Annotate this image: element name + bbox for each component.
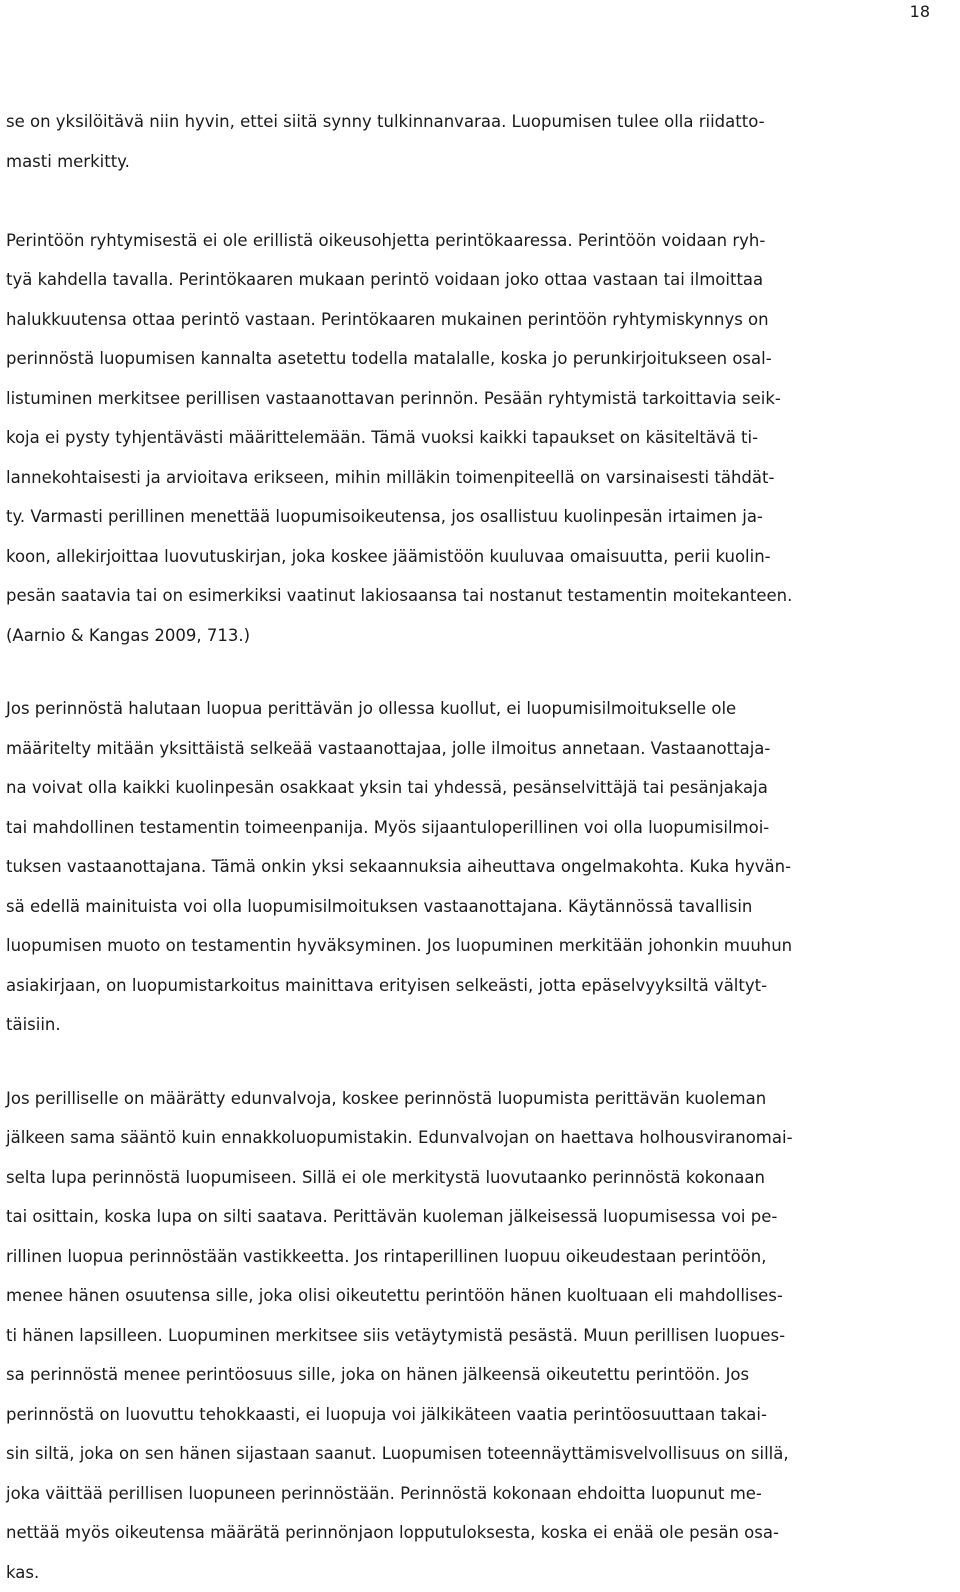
- text-line: koon, allekirjoittaa luovutuskirjan, joka koskee jäämistöön kuuluvaa omaisuutta, perii kuolin-: [6, 537, 950, 577]
- text-line: lannekohtaisesti ja arvioitava erikseen, mihin milläkin toimenpiteellä on varsinaisesti tähdät-: [6, 458, 950, 498]
- text-line: se on yksilöitävä niin hyvin, ettei siitä synny tulkinnanvaraa. Luopumisen tulee olla riidatto-: [6, 102, 950, 142]
- text-line: sin siltä, joka on sen hänen sijastaan saanut. Luopumisen toteennäyttämisvelvollisuus on sillä,: [6, 1434, 950, 1474]
- text-line: tuksen vastaanottajana. Tämä onkin yksi sekaannuksia aiheuttava ongelmakohta. Kuka hyvän-: [6, 847, 950, 887]
- paragraph-3: [6, 689, 950, 1045]
- paragraph-2: [6, 221, 950, 656]
- text-line: na voivat olla kaikki kuolinpesän osakkaat yksin tai yhdessä, pesänselvittäjä tai pesänjakaja: [6, 768, 950, 808]
- text-line: perinnöstä luopumisen kannalta asetettu todella matalalle, koska jo perunkirjoitukseen osal-: [6, 339, 950, 379]
- text-line: (Aarnio & Kangas 2009, 713.): [6, 616, 950, 656]
- paragraph-1: [6, 102, 950, 181]
- text-line: nettää myös oikeutensa määrätä perinnönjaon lopputuloksesta, koska ei enää ole pesän osa-: [6, 1513, 950, 1553]
- text-line: sä edellä mainituista voi olla luopumisilmoituksen vastaanottajana. Käytännössä tavallisin: [6, 887, 950, 927]
- text-line: listuminen merkitsee perillisen vastaanottavan perinnön. Pesään ryhtymistä tarkoittavia seik-: [6, 379, 950, 419]
- text-line: kas.: [6, 1553, 950, 1592]
- text-line: Jos perilliselle on määrätty edunvalvoja, koskee perinnöstä luopumista perittävän kuoleman: [6, 1079, 950, 1119]
- text-line: ti hänen lapsilleen. Luopuminen merkitsee siis vetäytymistä pesästä. Muun perillisen luopues-: [6, 1316, 950, 1356]
- text-line: luopumisen muoto on testamentin hyväksyminen. Jos luopuminen merkitään johonkin muuhun: [6, 926, 950, 966]
- text-line: asiakirjaan, on luopumistarkoitus mainittava erityisen selkeästi, jotta epäselvyyksiltä vältyt-: [6, 966, 950, 1006]
- text-line: tai osittain, koska lupa on silti saatava. Perittävän kuoleman jälkeisessä luopumisessa voi pe-: [6, 1197, 950, 1237]
- page-number: 18: [910, 2, 930, 22]
- text-line: jälkeen sama sääntö kuin ennakkoluopumistakin. Edunvalvojan on haettava holhousviranomai-: [6, 1118, 950, 1158]
- text-line: Jos perinnöstä halutaan luopua perittävän jo ollessa kuollut, ei luopumisilmoitukselle ole: [6, 689, 950, 729]
- text-line: perinnöstä on luovuttu tehokkaasti, ei luopuja voi jälkikäteen vaatia perintöosuuttaan takai-: [6, 1395, 950, 1435]
- text-line: halukkuutensa ottaa perintö vastaan. Perintökaaren mukainen perintöön ryhtymiskynnys on: [6, 300, 950, 340]
- text-line: tyä kahdella tavalla. Perintökaaren mukaan perintö voidaan joko ottaa vastaan tai ilmoittaa: [6, 260, 950, 300]
- text-line: rillinen luopua perinnöstään vastikkeetta. Jos rintaperillinen luopuu oikeudestaan perintöön,: [6, 1237, 950, 1277]
- text-line: sa perinnöstä menee perintöosuus sille, joka on hänen jälkeensä oikeutettu perintöön. Jos: [6, 1355, 950, 1395]
- paragraph-4: [6, 1079, 950, 1592]
- text-line: masti merkitty.: [6, 142, 950, 182]
- text-line: selta lupa perinnöstä luopumiseen. Sillä ei ole merkitystä luovutaanko perinnöstä kokonaan: [6, 1158, 950, 1198]
- text-line: koja ei pysty tyhjentävästi määrittelemään. Tämä vuoksi kaikki tapaukset on käsiteltävä ti-: [6, 418, 950, 458]
- text-line: tai mahdollinen testamentin toimeenpanija. Myös sijaantuloperillinen voi olla luopumisilmoi-: [6, 808, 950, 848]
- text-line: joka väittää perillisen luopuneen perinnöstään. Perinnöstä kokonaan ehdoitta luopunut me-: [6, 1474, 950, 1514]
- text-line: täisiin.: [6, 1005, 950, 1045]
- document-body: [6, 102, 950, 1592]
- text-line: määritelty mitään yksittäistä selkeää vastaanottajaa, jolle ilmoitus annetaan. Vastaanottaja-: [6, 729, 950, 769]
- text-line: ty. Varmasti perillinen menettää luopumisoikeutensa, jos osallistuu kuolinpesän irtaimen ja-: [6, 497, 950, 537]
- text-line: pesän saatavia tai on esimerkiksi vaatinut lakiosaansa tai nostanut testamentin moitekanteen.: [6, 576, 950, 616]
- text-line: Perintöön ryhtymisestä ei ole erillistä oikeusohjetta perintökaaressa. Perintöön voidaan ryh-: [6, 221, 950, 261]
- text-line: menee hänen osuutensa sille, joka olisi oikeutettu perintöön hänen kuoltuaan eli mahdollises-: [6, 1276, 950, 1316]
